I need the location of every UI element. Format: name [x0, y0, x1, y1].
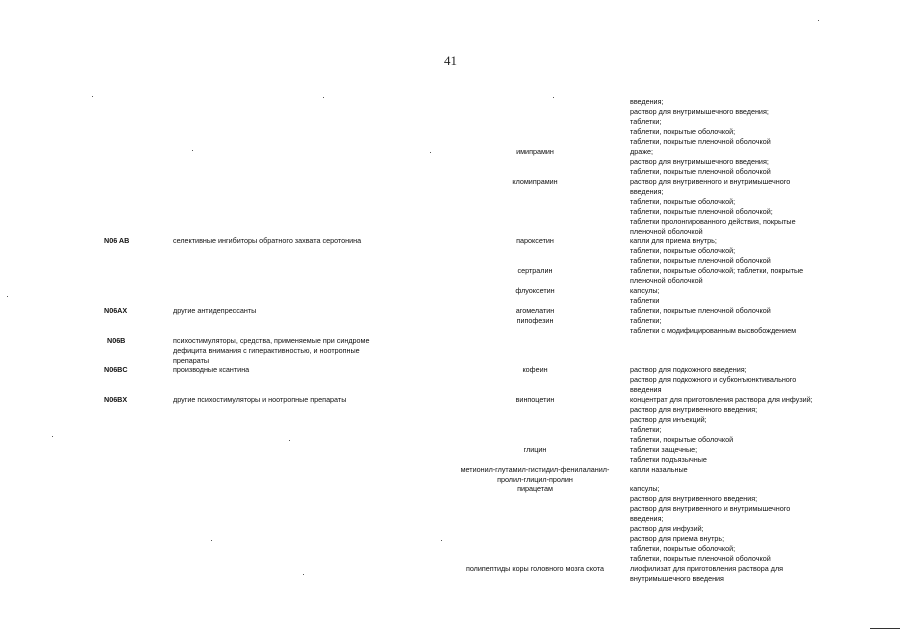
dosage-form: раствор для внутривенного введения; [630, 494, 758, 503]
group-name: другие антидепрессанты [173, 306, 257, 315]
dosage-form: таблетки с модифицированным высвобождением [630, 326, 797, 335]
dosage-form: таблетки; [630, 316, 662, 325]
group-name: селективные ингибиторы обратного захвата серотонина [173, 236, 362, 245]
drug-name: агомелатин [515, 306, 555, 315]
dosage-form: раствор для внутривенного введения; [630, 405, 758, 414]
group-name: препараты [173, 356, 210, 365]
scan-speck [211, 540, 212, 541]
dosage-form: капсулы; [630, 286, 660, 295]
dosage-form: пленочной оболочкой [630, 227, 703, 236]
group-name: производные ксантина [173, 365, 250, 374]
drug-name: флуоксетин [515, 286, 555, 295]
page-number: 41 [444, 53, 457, 68]
dosage-form: таблетки; [630, 425, 662, 434]
drug-name: сертралин [517, 266, 553, 275]
scan-speck [818, 20, 819, 21]
dosage-form: раствор для приема внутрь; [630, 534, 725, 543]
scan-speck [192, 150, 193, 151]
drug-name: пароксетин [516, 236, 554, 245]
scan-speck [323, 97, 324, 98]
dosage-form: раствор для инъекций; [630, 415, 707, 424]
group-name: психостимуляторы, средства, применяемые при синдроме [173, 336, 370, 345]
drug-name: пирацетам [517, 484, 553, 493]
dosage-form: пленочной оболочкой [630, 276, 703, 285]
atc-code: N06AX [104, 306, 128, 315]
dosage-form: таблетки защечные; [630, 445, 698, 454]
dosage-form: раствор для подкожного введения; [630, 365, 747, 374]
dosage-form: таблетки, покрытые пленочной оболочкой [630, 554, 771, 563]
dosage-form: капли для приема внутрь; [630, 236, 717, 245]
atc-code: N06 AB [104, 236, 130, 245]
dosage-form: раствор для внутримышечного введения; [630, 107, 769, 116]
drug-name: метионил-глутамил-гистидил-фенилаланил- [460, 465, 610, 474]
dosage-form: концентрат для приготовления раствора для инфузий; [630, 395, 813, 404]
scan-speck [52, 436, 53, 437]
dosage-form: таблетки [630, 296, 660, 305]
drug-name: полипептиды коры головного мозга скота [465, 564, 605, 573]
group-name: другие психостимуляторы и ноотропные препараты [173, 395, 347, 404]
group-name: дефицита внимания с гиперактивностью, и ноотропные [173, 346, 360, 355]
dosage-form: раствор для внутривенного и внутримышечного [630, 177, 791, 186]
dosage-form: лиофилизат для приготовления раствора для [630, 564, 784, 573]
dosage-form: введения; [630, 97, 664, 106]
dosage-form: таблетки пролонгированного действия, покрытые [630, 217, 796, 226]
atc-code: N06BX [104, 395, 128, 404]
scan-speck [553, 97, 554, 98]
scan-speck [430, 152, 431, 153]
dosage-form: раствор для подкожного и субконъюнктивального [630, 375, 797, 384]
dosage-form: введения [630, 385, 662, 394]
drug-name: глицин [523, 445, 547, 454]
scan-speck [7, 296, 8, 297]
dosage-form: таблетки, покрытые оболочкой; таблетки, покрытые [630, 266, 804, 275]
dosage-form: таблетки, покрытые пленочной оболочкой; [630, 207, 773, 216]
drug-name: имипрамин [516, 147, 554, 156]
scan-speck [92, 96, 93, 97]
dosage-form: введения; [630, 187, 664, 196]
scan-speck [303, 574, 304, 575]
dosage-form: драже; [630, 147, 653, 156]
dosage-form: таблетки, покрытые оболочкой; [630, 127, 736, 136]
dosage-form: таблетки, покрытые пленочной оболочкой [630, 167, 771, 176]
drug-name: кофеин [522, 365, 548, 374]
dosage-form: таблетки, покрытые пленочной оболочкой [630, 137, 771, 146]
dosage-form: введения; [630, 514, 664, 523]
dosage-form: раствор для внутримышечного введения; [630, 157, 769, 166]
dosage-form: капли назальные [630, 465, 688, 474]
dosage-form: таблетки, покрытые оболочкой; [630, 246, 736, 255]
dosage-form: раствор для внутривенного и внутримышечного [630, 504, 791, 513]
atc-code: N06BC [104, 365, 128, 374]
drug-name: винпоцетин [515, 395, 555, 404]
dosage-form: таблетки, покрытые оболочкой; [630, 197, 736, 206]
scan-edge-line [870, 628, 900, 629]
dosage-form: таблетки, покрытые пленочной оболочкой [630, 256, 771, 265]
dosage-form: таблетки, покрытые оболочкой; [630, 544, 736, 553]
dosage-form: раствор для инфузий; [630, 524, 704, 533]
drug-name: пипофезин [516, 316, 554, 325]
drug-name: пролил-глицил-пролин [497, 475, 573, 484]
scan-speck [289, 440, 290, 441]
drug-name: кломипрамин [512, 177, 558, 186]
dosage-form: таблетки подъязычные [630, 455, 707, 464]
dosage-form: капсулы; [630, 484, 660, 493]
atc-code: N06B [107, 336, 126, 345]
dosage-form: таблетки, покрытые пленочной оболочкой [630, 306, 771, 315]
dosage-form: таблетки, покрытые оболочкой [630, 435, 734, 444]
dosage-form: таблетки; [630, 117, 662, 126]
dosage-form: внутримышечного введения [630, 574, 724, 583]
scan-speck [441, 540, 442, 541]
